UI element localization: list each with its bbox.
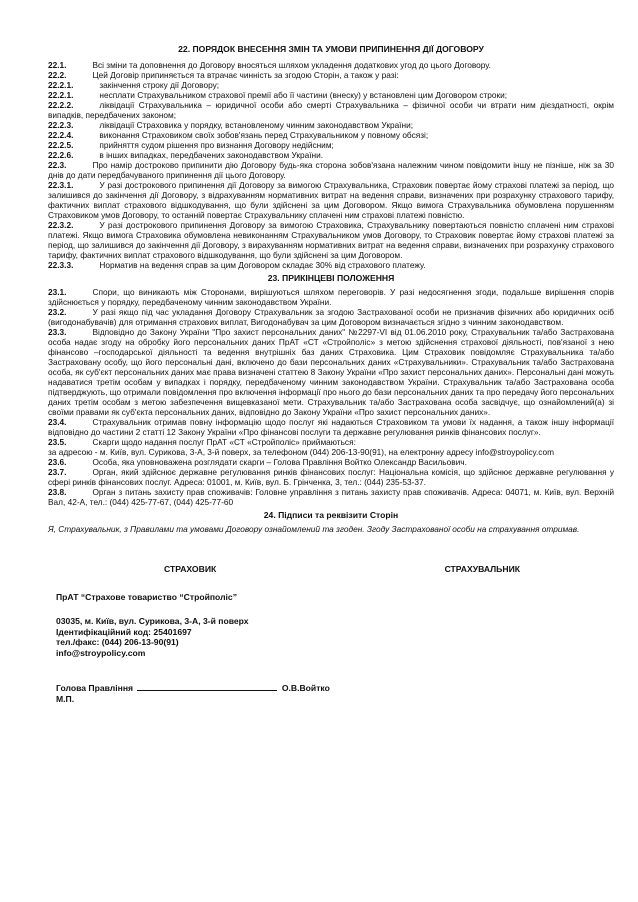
insurer-email: info@stroypolicy.com bbox=[56, 647, 146, 658]
clause bbox=[48, 457, 614, 467]
clause-text: за адресою - м. Київ, вул. Сурикова, 3-А, 3-й поверх, за телефоном (044) 206-13-90(91), на електронну адресу info@stroypolicy.com bbox=[48, 447, 554, 457]
insurer-company: ПрАТ “Страхове товариство “Стройполіс” bbox=[56, 592, 237, 602]
clause-text: Спори, що виникають між Сторонами, вирішуються шляхом переговорів. У разі недосягнення згоди, подальше вирішення спорів здійснюється у порядку, передбаченому чинним законодавством України. bbox=[48, 287, 614, 307]
clause bbox=[48, 287, 614, 307]
clause-number: 22.2.6. bbox=[48, 150, 74, 160]
clause-number: 22.3.3. bbox=[48, 260, 74, 270]
clause-number: 23.7. bbox=[48, 467, 67, 477]
clause bbox=[48, 150, 614, 160]
clause-number: 22.2.2. bbox=[48, 100, 74, 110]
clause bbox=[48, 487, 614, 507]
clause bbox=[48, 70, 614, 80]
section-22-body bbox=[48, 60, 614, 270]
insurer-code: Ідентифікаційний код: 25401697 bbox=[56, 626, 192, 637]
stamp-label: М.П. bbox=[56, 693, 75, 704]
clause bbox=[48, 437, 614, 447]
clause-text: Орган, який здійснює державне регулювання ринків фінансових послуг: Національна комісія, що здійснює державне регулювання у сфері ринків фінансових послуг. Адреса: 01001, м. Київ, вул. Б. Грінченка, 3, тел.: (044) 235-53-37. bbox=[48, 467, 614, 487]
clause-text: Відповідно до Закону України "Про захист персональних даних" №2297-VI від 01.06.2010 року, Страхувальник та/або Застрахована особа надає згоду на обробку його персональних даних ПрАТ «СТ «Стройполіс» з метою здійснення страхової діяльності, пов'язаної з нею фінансово –господарської діяльності та ведення внутрішніх баз даних Страховика. Цим Страховик повідомляє Страхувальника та/або Застраховану особу, що його персональні дані, включено до бази персональних даних «Страхувальники». Страхувальник та/або Застрахована особа, як суб'єкт персональних даних має права визначені статтею 8 Закону України «Про захист персональних даних». Персональні дані можуть надаватися третім особам у випадках і порядку, передбаченому чинним законодавством України. Страхувальник та/або Застрахована особа підтверджують, що отримали повідомлення про включення інформації про нього до бази персональних даних та про передачу його персональних даних третім особам з метою забезпечення вищевказаної мети. Страхувальник та/або Застрахована особа засвідчує, що ознайомлений(а) зі своїми правами як суб'єкта персональних даних, відповідно до Закону України «Про захист персональних даних». bbox=[48, 327, 614, 417]
clause bbox=[48, 80, 614, 90]
clause-number: 22.3. bbox=[48, 160, 67, 170]
director-label: Голова Правління bbox=[56, 683, 134, 693]
clause-number: 23.4. bbox=[48, 417, 67, 427]
clause-text: У разі якщо під час укладання Договору Страхувальник за згодою Застрахованої особи не призначив фізичних або юридичних осіб (вигодонабувачів) для отримання страхових виплат, Вигодонабувач за цим Договором визначається згідно з чинним законодавством. bbox=[48, 307, 614, 327]
clause-number: 22.2.1. bbox=[48, 80, 74, 90]
clause-text: Страхувальник отримав повну інформацію щодо послуг які надаються Страховиком та умови їх надання, а також іншу інформації відповідно до частини 2 статті 12 Закону України «Про фінансові послуги та державне регулювання ринків фінансових послуг». bbox=[48, 417, 614, 437]
clause-number: 22.2. bbox=[48, 70, 67, 80]
clause bbox=[48, 417, 614, 437]
clause bbox=[48, 140, 614, 150]
clause-text: ліквідації Страховика у порядку, встановленому чинним законодавством України; bbox=[99, 120, 414, 130]
clause-number: 22.2.3. bbox=[48, 120, 74, 130]
clause-text: виконання Страховиком своїх зобов'язань перед Страхувальником у повному обсязі; bbox=[99, 130, 429, 140]
clause-text: Цей Договір припиняється та втрачає чинність за згодою Сторін, а також у разі: bbox=[92, 70, 399, 80]
clause-number: 23.5. bbox=[48, 437, 67, 447]
insurer-label: СТРАХОВИК bbox=[164, 564, 217, 574]
clause-number: 22.1. bbox=[48, 60, 67, 70]
clause-text: Скарги щодо надання послуг ПрАТ «СТ «Стройполіс» приймаються: bbox=[92, 437, 356, 447]
clause bbox=[48, 220, 614, 260]
clause-text: У разі дострокового припинення Договору за вимогою Страховика, Страхувальнику повертаються повністю сплачені ним страхові платежі. Якщо вимога Страховика обумовлена невиконанням Страхувальником умов Договору, то Страховик повертає йому страхові платежі за період, що залишився до закінчення дії Договору, з вирахуванням нормативних витрат на ведення справи, визначених при розрахунку страхового тарифу, фактичних виплат страхового відшкодування, що були здійснені за цим Договором. bbox=[48, 220, 614, 260]
clause-text: Всі зміни та доповнення до Договору вносяться шляхом укладення додаткових угод до цього Договору. bbox=[92, 60, 491, 70]
clause-text: несплати Страхувальником страхової премії або її частини (внеску) у встановлені цим Договором строки; bbox=[99, 90, 508, 100]
clause bbox=[48, 467, 614, 487]
clause-number: 23.1. bbox=[48, 287, 67, 297]
document-page bbox=[48, 44, 614, 704]
clause-text: Про намір достроково припинити дію Договору будь-яка сторона зобов'язана належним чином повідомити іншу не пізніше, ніж за 30 днів до дати передбачуваного припинення дії цього Договору. bbox=[48, 160, 614, 180]
signature-headers bbox=[48, 564, 614, 574]
clause bbox=[48, 447, 614, 457]
insurer-details bbox=[56, 616, 614, 658]
director-name: О.В.Войтко bbox=[281, 683, 330, 693]
clause-number: 22.2.5. bbox=[48, 140, 74, 150]
clause bbox=[48, 90, 614, 100]
director-signature bbox=[56, 682, 614, 704]
clause-text: Норматив на ведення справ за цим Договором складає 30% від страхового платежу. bbox=[99, 260, 426, 270]
clause-number: 22.3.2. bbox=[48, 220, 74, 230]
clause-number: 22.2.1. bbox=[48, 90, 74, 100]
clause-text: закінчення строку дії Договору; bbox=[99, 80, 220, 90]
clause-text: Особа, яка уповноважена розглядати скарги – Голова Правління Войтко Олександр Васильович. bbox=[92, 457, 467, 467]
clause-text: прийняття судом рішення про визнання Договору недійсним; bbox=[99, 140, 334, 150]
signature-line bbox=[137, 682, 277, 691]
clause-text: ліквідації Страхувальника – юридичної особи або смерті Страхувальника – фізичної особи чи втрати ним дієздатності, окрім випадків, передбачених законом; bbox=[48, 100, 614, 120]
insured-label: СТРАХУВАЛЬНИК bbox=[444, 564, 520, 574]
clause bbox=[48, 60, 614, 70]
clause-text: У разі дострокового припинення дії Договору за вимогою Страхувальника, Страховик повертає йому страхові платежі за період, що залишився до закінчення дії Договору, з відрахуванням нормативних витрат на ведення справи, визначених при розрахунку страхового тарифу, фактичних виплат страхового відшкодування, що були здійснені за цим Договором. Якщо вимога Страхувальника обумовлена порушенням Страховиком умов Договору, то останній повертає Страхувальнику сплачені ним страхові платежі повністю. bbox=[48, 180, 614, 220]
clause-number: 23.6. bbox=[48, 457, 67, 467]
section-23-body bbox=[48, 287, 614, 507]
clause bbox=[48, 307, 614, 327]
insurer-phone: тел./факс: (044) 206-13-90(91) bbox=[56, 637, 179, 647]
clause bbox=[48, 130, 614, 140]
clause bbox=[48, 327, 614, 417]
clause-number: 22.3.1. bbox=[48, 180, 74, 190]
clause bbox=[48, 160, 614, 180]
insured-statement: Я, Страхувальник, з Правилами та умовами Договору ознайомлений та згоден. Згоду Застрахованої особи на страхування отримав. bbox=[48, 524, 580, 534]
clause bbox=[48, 180, 614, 220]
clause-number: 23.2. bbox=[48, 307, 67, 317]
clause bbox=[48, 120, 614, 130]
insurer-address: 03035, м. Київ, вул. Сурикова, 3-А, 3-й поверх bbox=[56, 616, 249, 626]
clause-text: в інших випадках, передбачених законодавством України. bbox=[99, 150, 324, 160]
section-22-title: 22. ПОРЯДОК ВНЕСЕННЯ ЗМІН ТА УМОВИ ПРИПИНЕННЯ ДІЇ ДОГОВОРУ bbox=[178, 44, 484, 54]
section-23-title: 23. ПРИКІНЦЕВІ ПОЛОЖЕННЯ bbox=[267, 273, 395, 283]
clause-number: 23.8. bbox=[48, 487, 67, 497]
clause-number: 23.3. bbox=[48, 327, 67, 337]
section-24-title: 24. Підписи та реквізити Сторін bbox=[263, 510, 399, 520]
clause bbox=[48, 260, 614, 270]
clause bbox=[48, 100, 614, 120]
clause-number: 22.2.4. bbox=[48, 130, 74, 140]
clause-text: Орган з питань захисту прав споживачів: Головне управління з питань захисту прав споживачів. Адреса: 04071, м. Київ, вул. Верхній Вал, 42-А, тел.: (044) 425-77-67, (044) 425-77-60 bbox=[48, 487, 614, 507]
